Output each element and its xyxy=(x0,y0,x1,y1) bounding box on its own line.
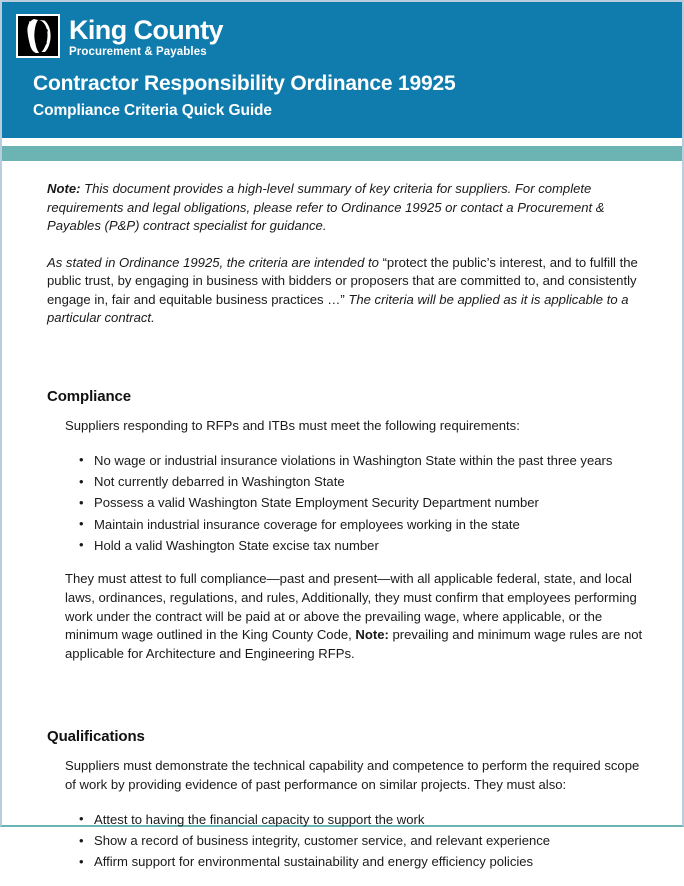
compliance-closing-note-label: Note: xyxy=(355,627,389,643)
quote-body: “protect the public’s interest, and to fulfill the public trust, by engaging in business with bidders or proposers that are committed to, and consistently engage in, fair and equitable business practices …” xyxy=(47,254,638,307)
page-title: Contractor Responsibility Ordinance 19925 xyxy=(33,72,456,95)
list-item: • Not currently debarred in Washington State xyxy=(77,471,646,492)
list-item: • Affirm support for environmental sustainability and energy efficiency policies xyxy=(77,851,646,872)
quote-tail: The criteria will be applied as it is applicable to a particular contract. xyxy=(47,291,629,326)
teal-divider-bar xyxy=(2,146,682,161)
qualifications-bullet-list xyxy=(65,809,646,873)
spacer xyxy=(47,664,646,686)
compliance-closing-part2: prevailing and minimum wage rules are not applicable for Architecture and Engineering RFPs. xyxy=(65,627,643,662)
note-paragraph xyxy=(47,180,646,236)
qualifications-heading: Qualifications xyxy=(47,728,145,746)
logo-subtitle: Procurement & Payables xyxy=(69,46,207,58)
page-subtitle: Compliance Criteria Quick Guide xyxy=(33,102,272,119)
spacer xyxy=(47,686,646,708)
note-label: Note: xyxy=(47,181,81,196)
document-header-band xyxy=(2,2,682,138)
king-county-portrait-icon xyxy=(16,14,60,58)
note-text: This document provides a high-level summary of key criteria for suppliers. For complete requirements and legal obligations, please refer to Ordinance 19925 or contact a Procurement & Payables (P&P) contract specialist for guidance. xyxy=(47,181,605,234)
qualifications-section xyxy=(47,728,646,872)
list-item: • Hold a valid Washington State excise tax number xyxy=(77,535,646,556)
ordinance-quote-paragraph xyxy=(47,254,646,328)
quote-lead: As stated in Ordinance 19925, the criteria are intended to xyxy=(47,254,383,270)
spacer xyxy=(47,346,646,368)
list-item: • Attest to having the financial capacity to support the work xyxy=(77,809,646,830)
list-item: • Show a record of business integrity, customer service, and relevant experience xyxy=(77,830,646,851)
logo-title: King County xyxy=(69,15,223,45)
king-county-logo xyxy=(16,14,223,58)
compliance-heading: Compliance xyxy=(47,388,132,406)
logo-wordmark xyxy=(69,14,223,58)
document-body xyxy=(2,180,682,886)
list-item: • No wage or industrial insurance violations in Washington State within the past three years xyxy=(77,450,646,471)
compliance-section xyxy=(47,388,646,664)
list-item: • Maintain industrial insurance coverage for employees working in the state xyxy=(77,514,646,535)
list-item: • Possess a valid Washington State Employment Security Department number xyxy=(77,492,646,513)
compliance-closing-paragraph xyxy=(65,570,646,664)
compliance-intro: Suppliers responding to RFPs and ITBs must meet the following requirements: xyxy=(65,418,520,434)
qualifications-body xyxy=(47,757,646,872)
compliance-bullet-list xyxy=(65,450,646,556)
qualifications-intro: Suppliers must demonstrate the technical capability and competence to perform the required scope of work by providing evidence of past performance on similar projects. They must also: xyxy=(65,758,640,792)
compliance-closing-part1: They must attest to full compliance—past and present—with all applicable federal, state, and local laws, ordinances, regulations, and rules, Additionally, they must confirm that employees performing work under the contract will be paid at or above the prevailing wage, where applicable, or the minimum wage outlined in the King County Code, xyxy=(65,570,637,643)
compliance-body xyxy=(47,417,646,664)
